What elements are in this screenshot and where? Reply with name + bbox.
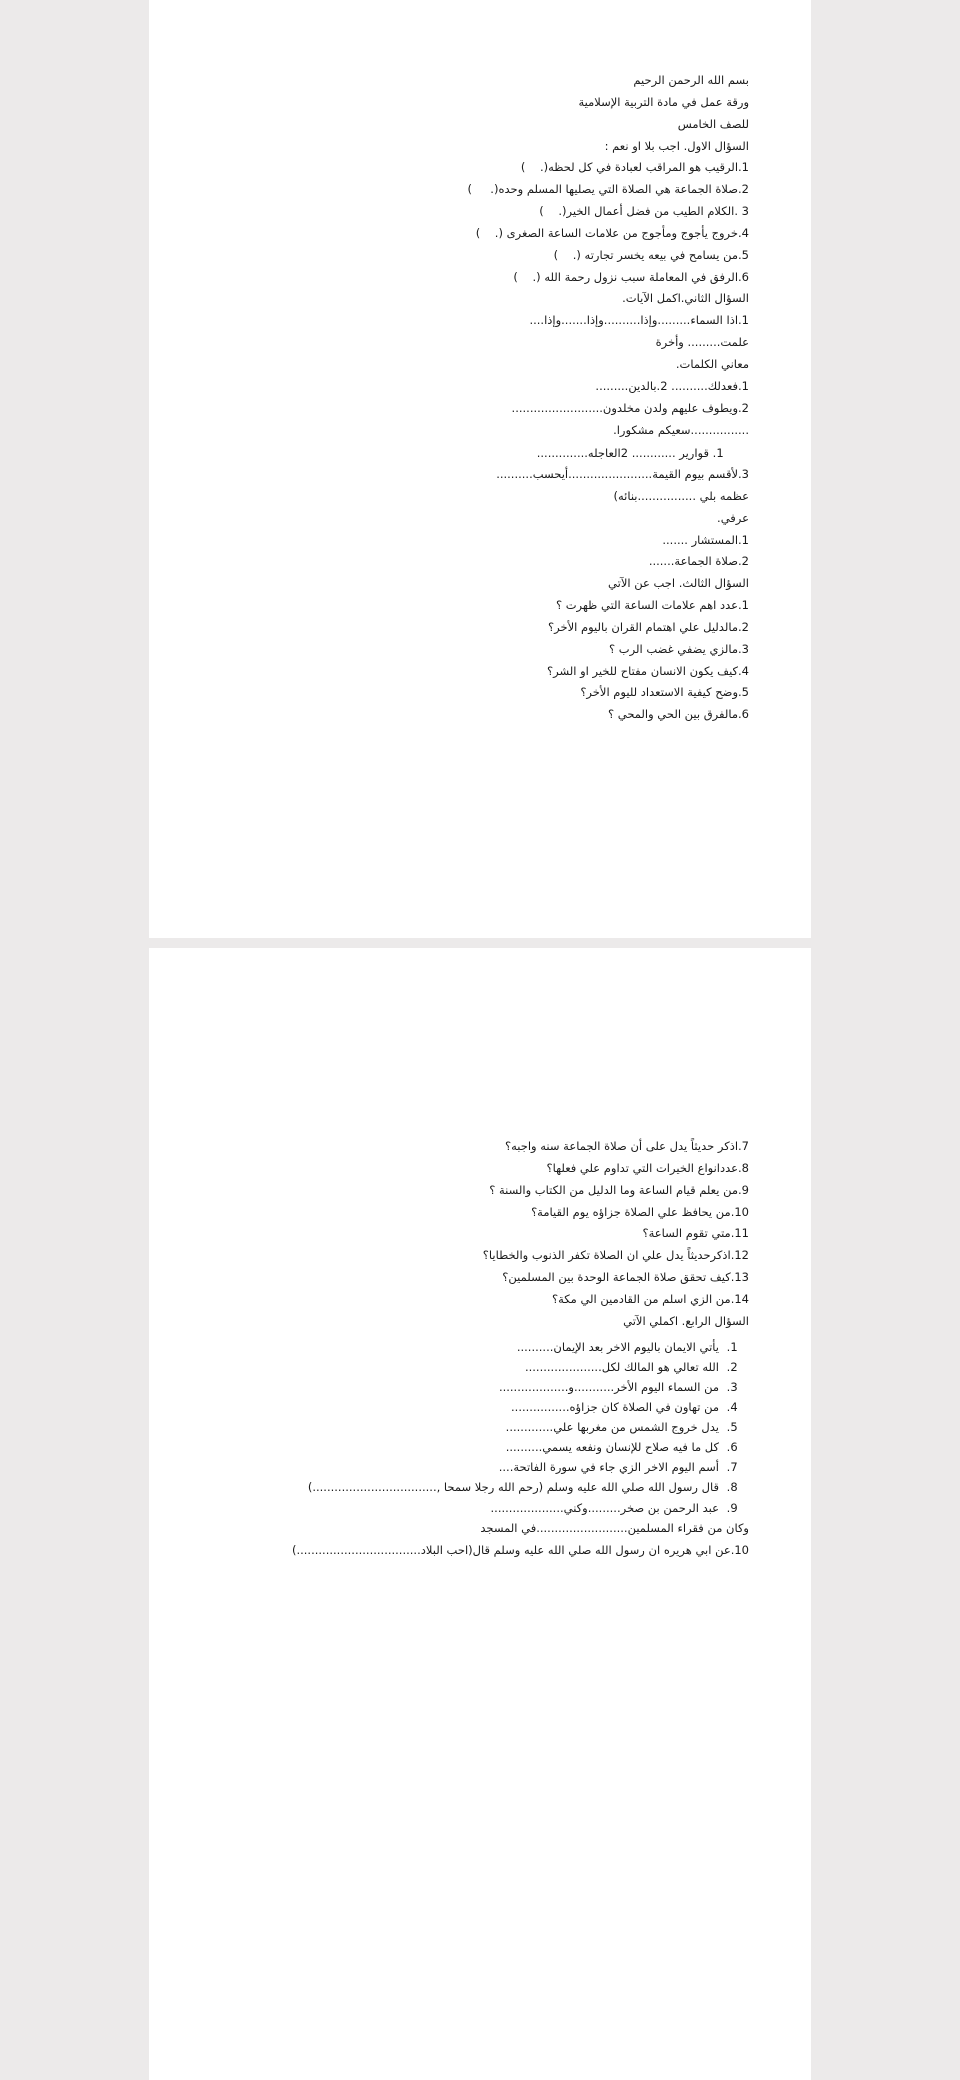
more-item-2: عظمه بلي ................بنائه) bbox=[613, 488, 749, 503]
question-4-item-5: 5. يدل خروج الشمس من مغربها علي............. bbox=[211, 1417, 723, 1437]
question-3-item-11: 11.متي تقوم الساعة؟ bbox=[642, 1226, 749, 1241]
question-3-item-5: 5.وضح كيفية الاستعداد لليوم الأخر؟ bbox=[580, 685, 749, 700]
page-1-content bbox=[211, 70, 749, 726]
question-4-title: السؤال الرابع. اكملي الآتي bbox=[623, 1313, 749, 1328]
question-2-item-2: علمت......... وأخرة bbox=[655, 335, 749, 350]
question-1-item-5: 5.من يسامح في بيعه يخسر تجارته (. ) bbox=[553, 247, 749, 262]
define-item-2: 2.صلاة الجماعة....... bbox=[648, 554, 749, 569]
meanings-title: معاني الكلمات. bbox=[675, 356, 749, 371]
header-line-2: ورقة عمل في مادة التربية الإسلامية bbox=[578, 94, 749, 109]
question-3-item-3: 3.مالزي يضفي غضب الرب ؟ bbox=[609, 641, 749, 656]
question-4-item-4: 4. من تهاون في الصلاة كان جزاؤه................ bbox=[211, 1397, 723, 1417]
question-1-title: السؤال الاول. اجب بلا او نعم : bbox=[604, 138, 749, 153]
question-4-item-9: 9. عبد الرحمن بن صخر.........وكني.................... bbox=[211, 1498, 723, 1518]
document-page-1 bbox=[149, 0, 811, 938]
question-4-item-10: 10.عن ابي هريره ان رسول الله صلي الله عليه وسلم قال(احب البلاد..................................) bbox=[291, 1542, 749, 1557]
question-3-title: السؤال الثالث. اجب عن الآتي bbox=[608, 576, 749, 591]
question-1-item-6: 6.الرفق في المعاملة سبب نزول رحمة الله (. ) bbox=[513, 269, 749, 284]
meanings-item-3: ................سعيكم مشكورا. bbox=[613, 422, 749, 437]
question-4-item-7: 7. أسم اليوم الاخر الزي جاء في سورة الفاتحة.... bbox=[211, 1457, 723, 1477]
question-4-item-8: 8. قال رسول الله صلي الله عليه وسلم (رحم الله رجلا سمحا ,..................................) bbox=[211, 1477, 723, 1497]
question-4-item-1: 1. يأتي الايمان باليوم الاخر بعد الإيمان.......... bbox=[211, 1337, 723, 1357]
more-item-1: 3.لأقسم بيوم القيمة.......................أيحسب.......... bbox=[496, 467, 749, 482]
question-3-item-4: 4.كيف يكون الانسان مفتاح للخير او الشر؟ bbox=[547, 663, 749, 678]
question-1-item-4: 4.خروج يأجوج ومأجوج من علامات الساعة الصغرى (. ) bbox=[475, 225, 749, 240]
question-2-item-1: 1.اذا السماء.........وإذا..........وإذا.......وإذا.... bbox=[529, 313, 749, 328]
page-separator bbox=[0, 938, 960, 948]
question-4-tail-line: وكان من فقراء المسلمين.........................في المسجد bbox=[480, 1520, 749, 1535]
question-3-item-14: 14.من الزي اسلم من القادمين الي مكة؟ bbox=[552, 1291, 749, 1306]
define-item-1: 1.المستشار ....... bbox=[662, 532, 749, 547]
question-4-item-6: 6. كل ما فيه صلاح للإنسان ونفعه يسمي.......... bbox=[211, 1437, 723, 1457]
question-1-item-1: 1.الرقيب هو المراقب لعبادة في كل لحظه(. ) bbox=[520, 160, 749, 175]
header-line-3: للصف الخامس bbox=[677, 116, 749, 131]
question-1-item-3: 3 .الكلام الطيب من فضل أعمال الخير(. ) bbox=[539, 204, 749, 219]
question-3-item-8: 8.عددانواع الخيرات التي تداوم علي فعلها؟ bbox=[546, 1160, 749, 1175]
more-item-3: عرفي. bbox=[717, 510, 749, 525]
meanings-item-2: 2.ويطوف عليهم ولدن مخلدون......................... bbox=[511, 400, 749, 415]
question-4-list bbox=[211, 1337, 749, 1518]
question-3-item-13: 13.كيف تحقق صلاة الجماعة الوحدة بين المسلمين؟ bbox=[502, 1270, 749, 1285]
meanings-sub-item-1: 1. قوارير ............ 2العاجله.............. bbox=[211, 443, 709, 464]
question-3-item-1: 1.عدد اهم علامات الساعة التي ظهرت ؟ bbox=[555, 598, 749, 613]
question-3-item-7: 7.اذكر حديثاً يدل على أن صلاة الجماعة سنه واجبه؟ bbox=[505, 1139, 749, 1153]
question-2-title: السؤال الثاني.اكمل الآيات. bbox=[622, 291, 749, 306]
meanings-sub-list bbox=[211, 443, 749, 464]
meanings-item-1: 1.فعدلك.......... 2.بالدين......... bbox=[595, 378, 749, 393]
document-page-2 bbox=[149, 948, 811, 2080]
header-line-1: بسم الله الرحمن الرحيم bbox=[633, 73, 749, 87]
question-3-item-2: 2.مالدليل علي اهتمام القران باليوم الأخر؟ bbox=[548, 619, 749, 634]
page-2-content bbox=[211, 1018, 749, 1561]
question-4-item-3: 3. من السماء اليوم الأخر...........و................... bbox=[211, 1377, 723, 1397]
question-3-item-12: 12.اذكرحديثاً يدل علي ان الصلاة تكفر الذنوب والخطايا؟ bbox=[482, 1248, 749, 1263]
question-1-item-2: 2.صلاة الجماعة هي الصلاة التي يصليها المسلم وحده(. ) bbox=[467, 182, 749, 197]
question-3-item-6: 6.مالفرق بين الحي والمحي ؟ bbox=[607, 707, 749, 722]
question-3-item-9: 9.من يعلم قيام الساعة وما الدليل من الكتاب والسنة ؟ bbox=[489, 1182, 749, 1197]
question-3-item-10: 10.من يحافظ علي الصلاة جزاؤه يوم القيامة؟ bbox=[531, 1204, 749, 1219]
question-4-item-2: 2. الله تعالي هو المالك لكل..................... bbox=[211, 1357, 723, 1377]
